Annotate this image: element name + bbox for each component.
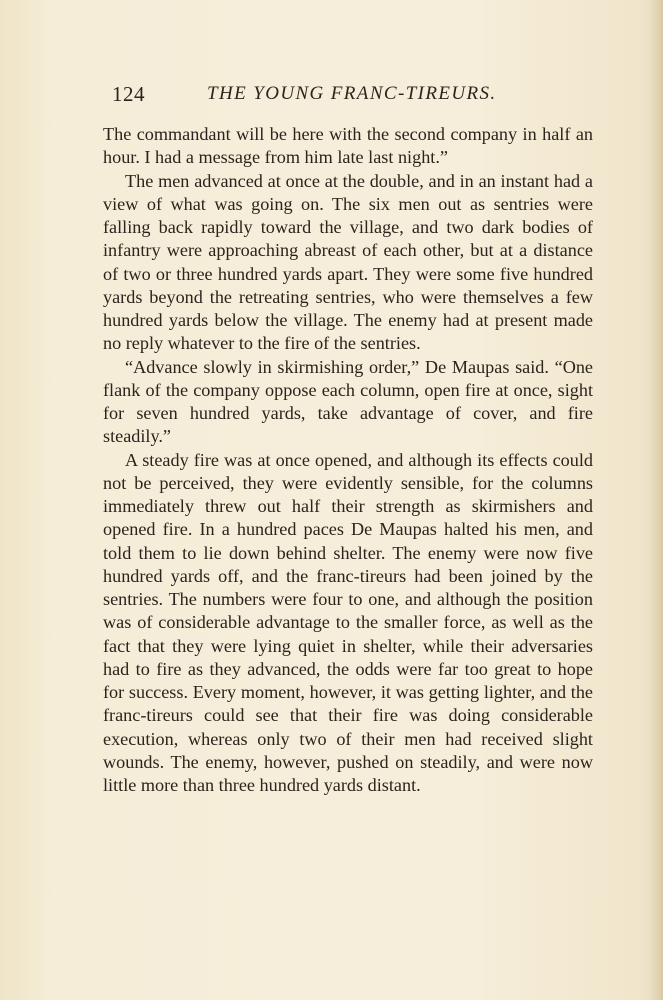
paragraph-1: The commandant will be here with the second company in half an hour. I had a message from him late last night.” — [103, 124, 593, 168]
page-number: 124 — [112, 82, 145, 106]
paragraph-2: The men advanced at once at the double, and in an instant had a view of what was going on. The six men out as sentries were falling back rapidly toward the village, and two dark bodies of infantry were approaching abreast of each other, but at a distance of two or three hundred yards apart. They were some five hundred yards beyond the retreating sentries, who were themselves a few hundred yards below the village. The enemy had at present made no reply whatever to the fire of the sentries. — [103, 170, 593, 354]
body-text — [103, 123, 593, 797]
page-edge-shadow — [649, 0, 663, 1000]
paragraph-4: A steady fire was at once opened, and although its effects could not be perceived, they were evidently sensible, for the columns immediately threw out half their strength as skirmishers and opened fire. In a hundred paces De Maupas halted his men, and told them to lie down behind shelter. The enemy were now five hundred yards off, and the franc-tireurs had been joined by the sentries. The numbers were four to one, and although the position was of considerable advantage to the smaller force, as well as the fact that they were lying quiet in shelter, while their adversaries had to fire as they advanced, the odds were far too great to hope for success. Every moment, however, it was getting lighter, and the franc-tireurs could see that their fire was doing considerable execution, whereas only two of their men had received slight wounds. The enemy, however, pushed on steadily, and were now little more than three hundred yards distant. — [103, 449, 593, 795]
paragraph-3: “Advance slowly in skirmishing order,” De Maupas said. “One flank of the company oppose each column, open fire at once, sight for seven hundred yards, take advantage of cover, and fire steadily.” — [103, 356, 593, 447]
running-title: THE YOUNG FRANC-TIREURS. — [207, 83, 497, 104]
page-header — [112, 82, 602, 106]
